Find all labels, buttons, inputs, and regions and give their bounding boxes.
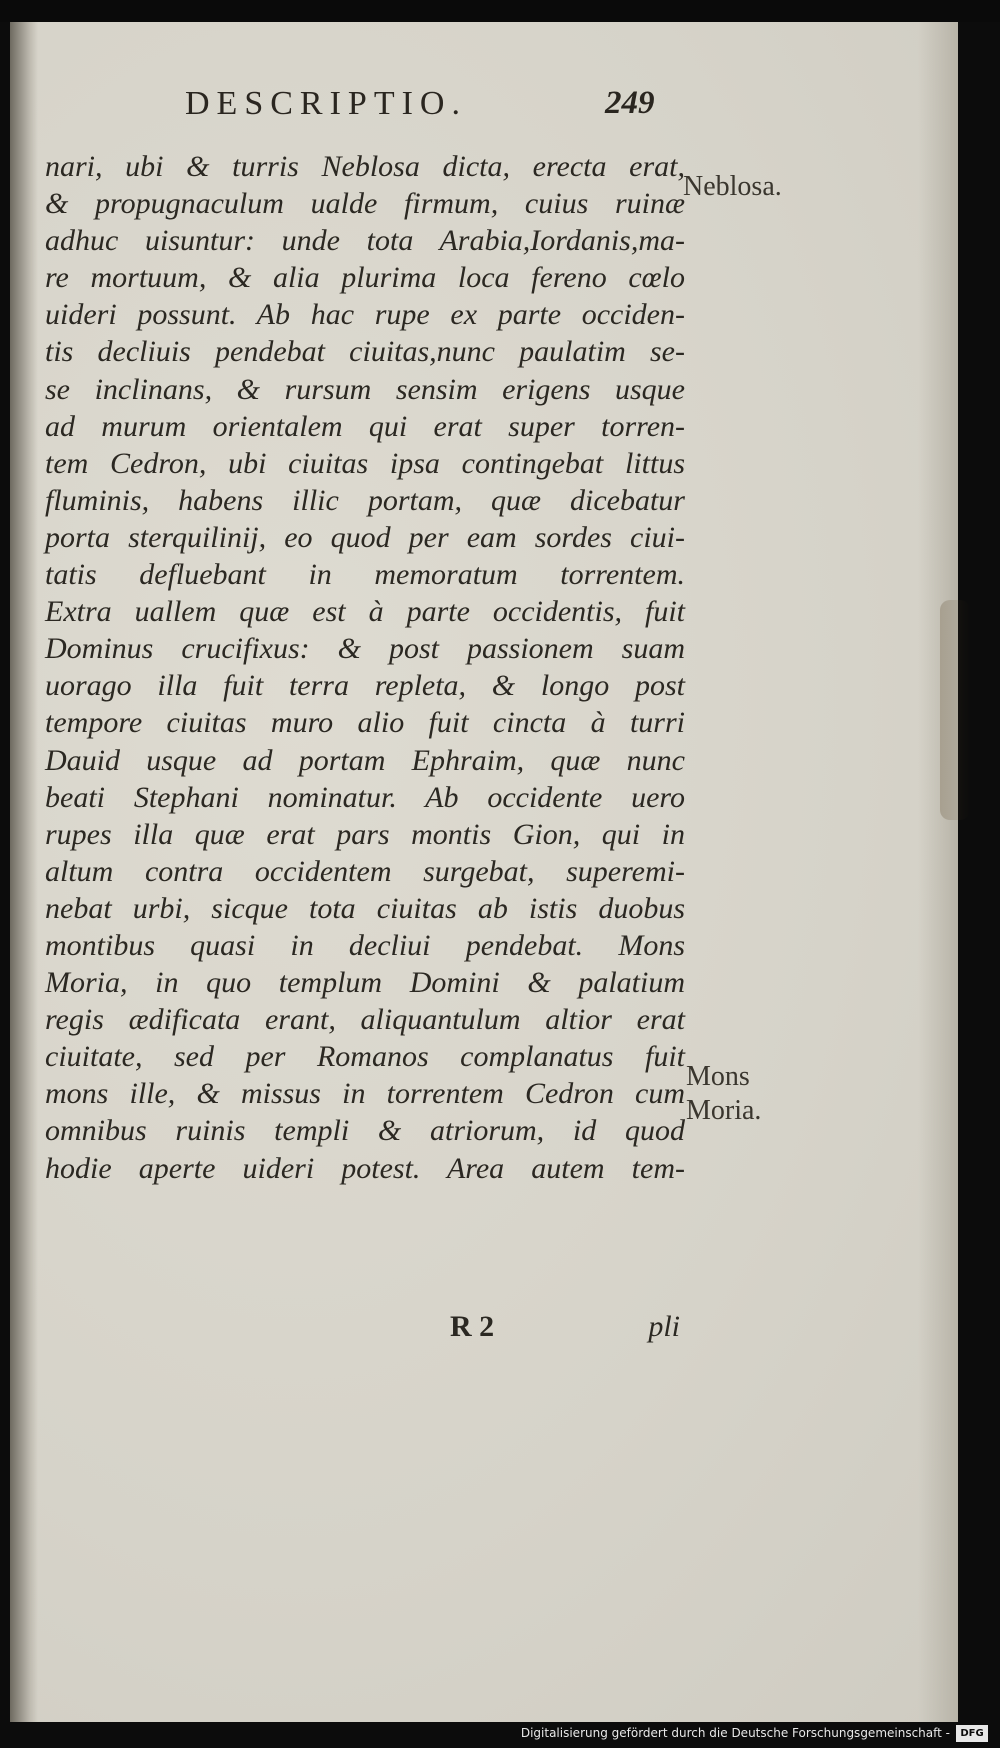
top-border [0, 0, 1000, 22]
text-line: Dominus crucifixus: & post passionem suam [45, 632, 685, 666]
marginal-note-line: Mons [686, 1061, 750, 1092]
marginal-note-mons-moria [686, 1060, 761, 1128]
text-line: tis decliuis pendebat ciuitas,nunc paulatim se- [45, 335, 685, 369]
funding-credit: Digitalisierung gefördert durch die Deutsche Forschungsgemeinschaft - [520, 1726, 950, 1740]
text-line: ad murum orientalem qui erat super torren- [45, 409, 685, 443]
text-line: tempore ciuitas muro alio fuit cincta à turri [45, 706, 685, 740]
text-line: uorago illa fuit terra repleta, & longo post [45, 669, 685, 703]
text-line: altum contra occidentem surgebat, superemi- [45, 854, 685, 888]
text-line: beati Stephani nominatur. Ab occidente uero [45, 780, 685, 814]
body-text [45, 148, 685, 1187]
text-line: regis ædificata erant, aliquantulum altior erat [45, 1003, 685, 1037]
marginal-note-neblosa: Neblosa. [683, 171, 782, 202]
text-line: adhuc uisuntur: unde tota Arabia,Iordanis,ma- [45, 224, 685, 258]
text-line: omnibus ruinis templi & atriorum, id quod [45, 1114, 685, 1148]
dfg-logo: DFG [956, 1725, 988, 1742]
catchword: pli [648, 1310, 680, 1343]
page-number: 249 [605, 85, 655, 121]
text-line: ciuitate, sed per Romanos complanatus fuit [45, 1040, 685, 1074]
running-head: DESCRIPTIO. [185, 85, 467, 122]
text-line: tem Cedron, ubi ciuitas ipsa contingebat littus [45, 446, 685, 480]
text-line: re mortuum, & alia plurima loca fereno cœlo [45, 261, 685, 295]
text-line: uideri possunt. Ab hac rupe ex parte occiden- [45, 298, 685, 332]
text-line: fluminis, habens illic portam, quæ dicebatur [45, 483, 685, 517]
marginal-note-line: Moria. [686, 1095, 762, 1126]
page-edge [918, 22, 958, 1722]
footer-bar [0, 1722, 1000, 1748]
gutter-shadow [10, 22, 38, 1722]
text-line: porta sterquilinij, eo quod per eam sordes ciui- [45, 520, 685, 554]
text-line: rupes illa quæ erat pars montis Gion, qui in [45, 817, 685, 851]
text-line: & propugnaculum ualde firmum, cuius ruinæ [45, 187, 685, 221]
text-line: mons ille, & missus in torrentem Cedron cum [45, 1077, 685, 1111]
catchword-line [450, 1310, 680, 1350]
text-line: Extra uallem quæ est à parte occidentis, fuit [45, 595, 685, 629]
text-line: Moria, in quo templum Domini & palatium [45, 966, 685, 1000]
text-line: Dauid usque ad portam Ephraim, quæ nunc [45, 743, 685, 777]
text-line: nebat urbi, sicque tota ciuitas ab istis duobus [45, 891, 685, 925]
text-line: tatis defluebant in memoratum torrentem. [45, 558, 685, 592]
text-line: hodie aperte uideri potest. Area autem tem- [45, 1151, 685, 1185]
text-line: montibus quasi in decliui pendebat. Mons [45, 928, 685, 962]
text-line: nari, ubi & turris Neblosa dicta, erecta erat, [45, 150, 685, 183]
signature-mark: R 2 [450, 1310, 495, 1343]
page-stain [940, 600, 970, 820]
page-header [185, 85, 685, 135]
text-line: se inclinans, & rursum sensim erigens usque [45, 372, 685, 406]
